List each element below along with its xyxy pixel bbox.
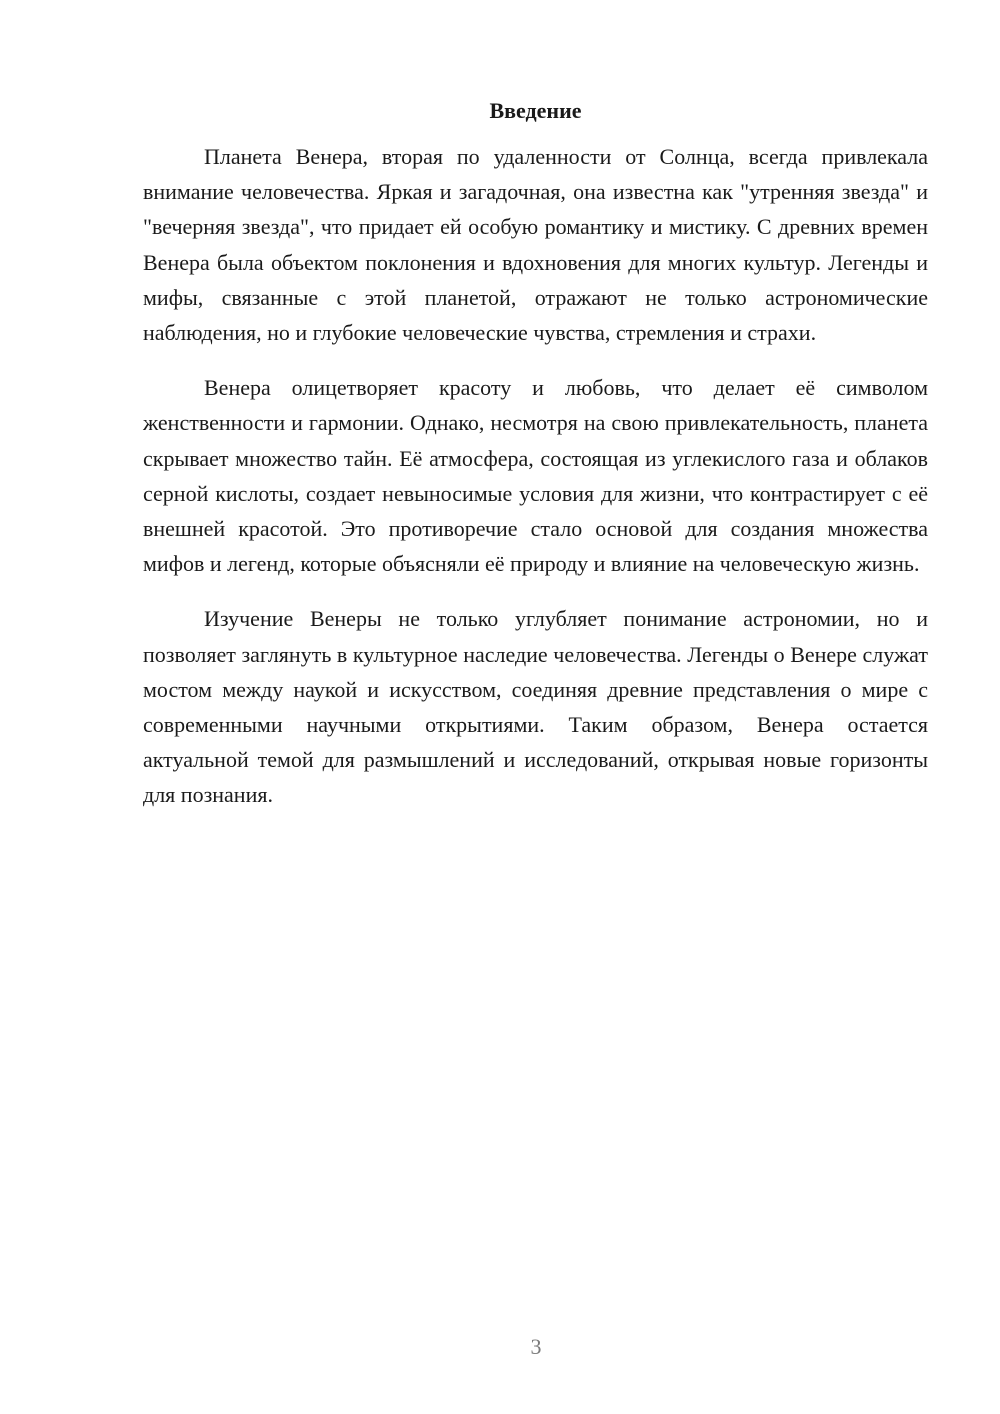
paragraph-3: Изучение Венеры не только углубляет понимание астрономии, но и позволяет заглянуть в культурное наследие человечества. Легенды о Венере служат мостом между наукой и искусством, соединяя древние представления о мире с современными научными открытиями. Таким образом, Венера остается актуальной темой для размышлений и исследований, открывая новые горизонты для познания. (143, 606, 928, 808)
page-number: 3 (530, 1334, 542, 1359)
paragraph-1: Планета Венера, вторая по удаленности от Солнца, всегда привлекала внимание человечества. Яркая и загадочная, она известна как "утренняя звезда" и "вечерняя звезда", что придает ей особую романтику и мистику. С древних времен Венера была объектом поклонения и вдохновения для многих культур. Легенды и мифы, связанные с этой планетой, отражают не только астрономические наблюдения, но и глубокие человеческие чувства, стремления и страхи. (143, 144, 928, 346)
document-body (143, 95, 928, 833)
paragraph-2: Венера олицетворяет красоту и любовь, что делает её символом женственности и гармонии. Однако, несмотря на свою привлекательность, планета скрывает множество тайн. Её атмосфера, состоящая из углекислого газа и облаков серной кислоты, создает невыносимые условия для жизни, что контрастирует с её внешней красотой. Это противоречие стало основой для создания множества мифов и легенд, которые объясняли её природу и влияние на человеческую жизнь. (143, 375, 928, 577)
section-heading: Введение (489, 98, 582, 123)
